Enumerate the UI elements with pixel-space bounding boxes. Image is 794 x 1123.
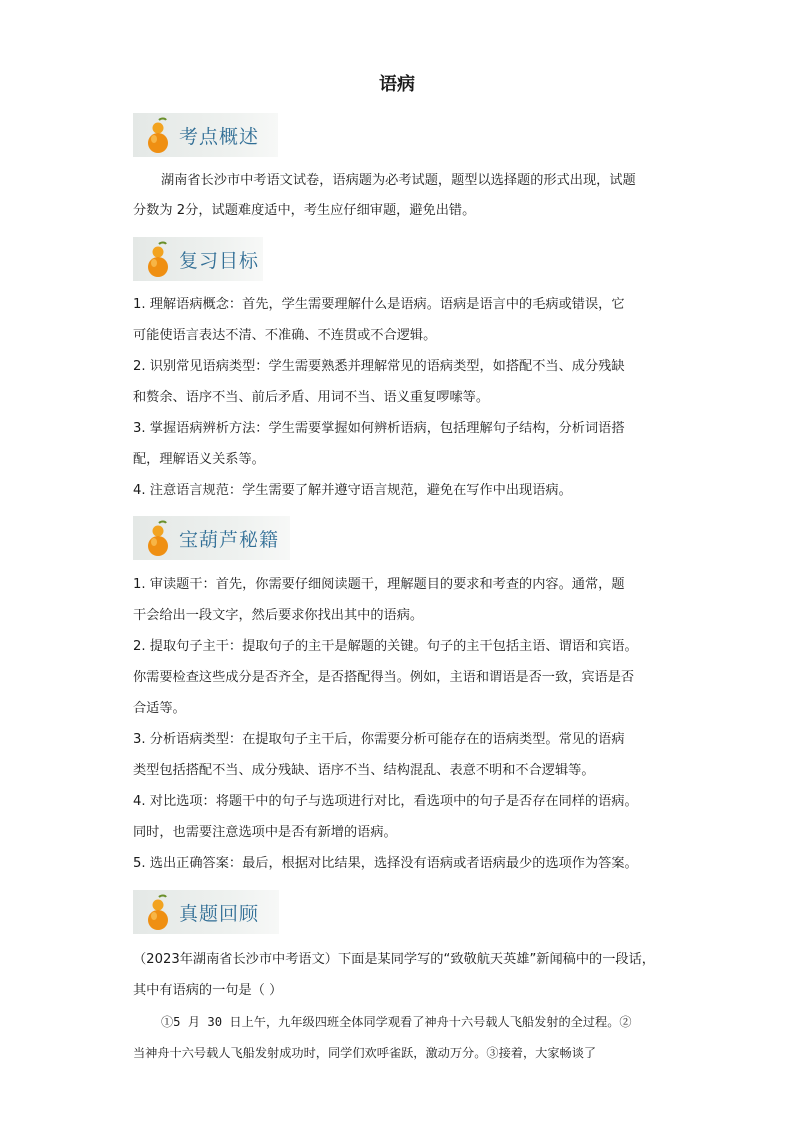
paragraph-line: 可能使语言表达不清、不准确、不连贯或不合逻辑。: [133, 328, 437, 343]
paragraph-line: 湖南省长沙市中考语文试卷，语病题为必考试题，题型以选择题的形式出现，试题: [161, 173, 636, 188]
paragraph-line: 4. 注意语言规范：学生需要了解并遵守语言规范，避免在写作中出现语病。: [133, 483, 572, 498]
paragraph-line: 1. 理解语病概念：首先，学生需要理解什么是语病。语病是语言中的毛病或错误，它: [133, 297, 625, 312]
passage-line: ①5 月 30 日上午，九年级四班全体同学观看了神舟十六号载人飞船发射的全过程。②: [161, 1015, 632, 1029]
question-stem-line: 其中有语病的一句是（ ）: [133, 983, 283, 998]
section-title: 真题回顾: [179, 903, 260, 925]
question-stem-line: （2023年湖南省长沙市中考语文）下面是某同学写的“致敬航天英雄”新闻稿中的一段话，: [133, 952, 655, 967]
paragraph-line: 类型包括搭配不当、成分残缺、语序不当、结构混乱、表意不明和不合逻辑等。: [133, 763, 595, 778]
paragraph-line: 你需要检查这些成分是否齐全，是否搭配得当。例如，主语和谓语是否一致，宾语是否: [133, 670, 635, 685]
passage-line: 当神舟十六号载人飞船发射成功时，同学们欢呼雀跃，激动万分。③接着，大家畅谈了: [133, 1046, 597, 1060]
paragraph-line: 5. 选出正确答案：最后，根据对比结果，选择没有语病或者语病最少的选项作为答案。: [133, 856, 638, 871]
paragraph-line: 分数为 2分，试题难度适中，考生应仔细审题，避免出错。: [133, 203, 476, 218]
section-header-secrets: [133, 516, 290, 560]
paragraph-line: 和赘余、语序不当、前后矛盾、用词不当、语义重复啰嗦等。: [133, 390, 490, 405]
paragraph-line: 同时，也需要注意选项中是否有新增的语病。: [133, 825, 397, 840]
paragraph-line: 2. 识别常见语病类型：学生需要熟悉并理解常见的语病类型，如搭配不当、成分残缺: [133, 359, 625, 374]
section-header-review: [133, 890, 279, 934]
gourd-icon: [143, 241, 173, 279]
gourd-icon: [143, 894, 173, 932]
section-title: 宝葫芦秘籍: [179, 529, 280, 551]
section-title: 考点概述: [179, 126, 260, 148]
section-header-goals: [133, 237, 263, 281]
section-header-overview: [133, 113, 278, 157]
paragraph-line: 3. 掌握语病辨析方法：学生需要掌握如何辨析语病，包括理解句子结构，分析词语搭: [133, 421, 625, 436]
paragraph-line: 1. 审读题干：首先，你需要仔细阅读题干，理解题目的要求和考查的内容。通常，题: [133, 577, 625, 592]
gourd-icon: [143, 520, 173, 558]
paragraph-line: 2. 提取句子主干：提取句子的主干是解题的关键。句子的主干包括主语、谓语和宾语。: [133, 639, 638, 654]
paragraph-line: 4. 对比选项：将题干中的句子与选项进行对比，看选项中的句子是否存在同样的语病。: [133, 794, 638, 809]
paragraph-line: 干会给出一段文字，然后要求你找出其中的语病。: [133, 608, 424, 623]
paragraph-line: 配，理解语义关系等。: [133, 452, 265, 467]
paragraph-line: 合适等。: [133, 701, 186, 716]
paragraph-line: 3. 分析语病类型：在提取句子主干后，你需要分析可能存在的语病类型。常见的语病: [133, 732, 625, 747]
gourd-icon: [143, 117, 173, 155]
document-title: 语病: [379, 74, 415, 95]
section-title: 复习目标: [179, 250, 260, 272]
